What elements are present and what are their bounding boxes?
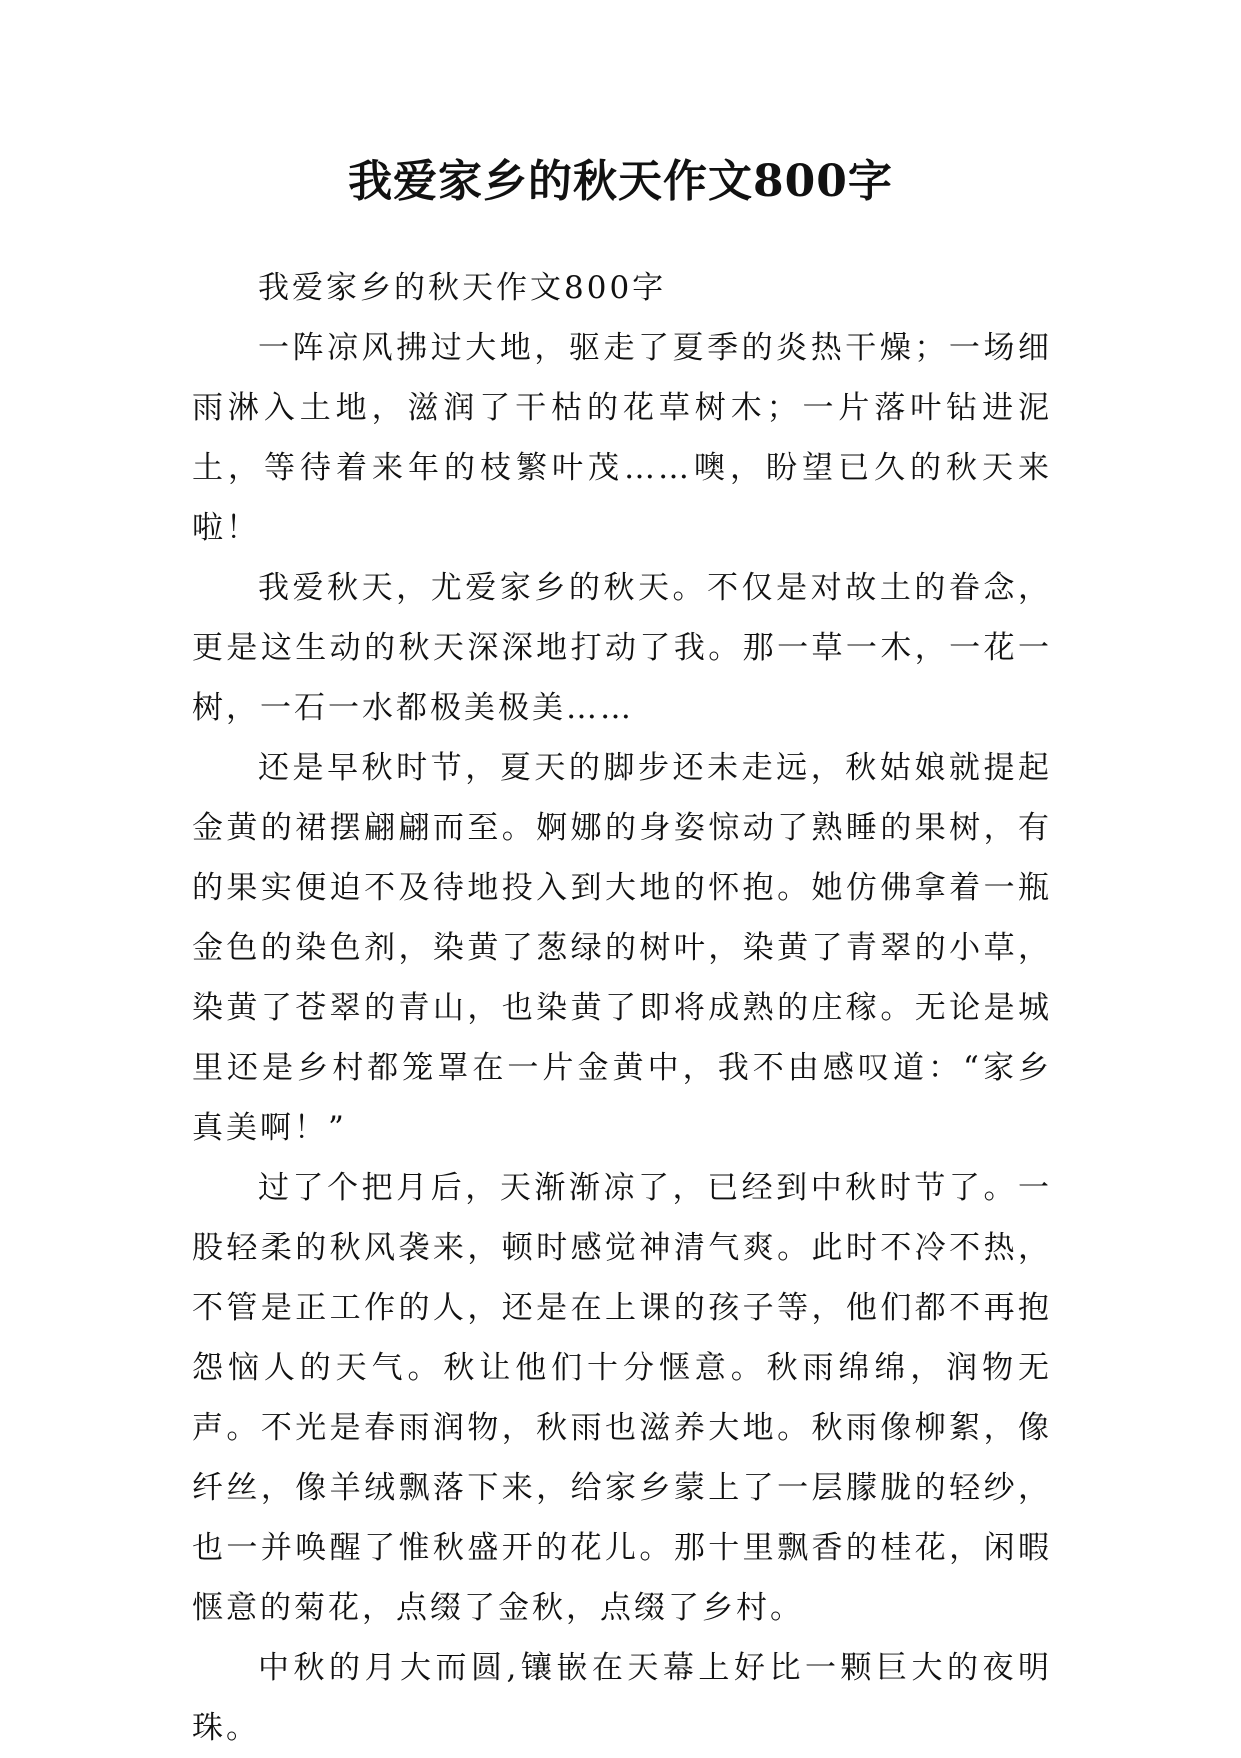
paragraph: 我爱秋天，尤爱家乡的秋天。不仅是对故土的眷念，更是这生动的秋天深深地打动了我。那一草一木，一花一树，一石一水都极美极美……	[192, 570, 1052, 726]
paragraph: 还是早秋时节，夏天的脚步还未走远，秋姑娘就提起金黄的裙摆翩翩而至。婀娜的身姿惊动了熟睡的果树，有的果实便迫不及待地投入到大地的怀抱。她仿佛拿着一瓶金色的染色剂，染黄了葱绿的树叶，染黄了青翠的小草，染黄了苍翠的青山，也染黄了即将成熟的庄稼。无论是城里还是乡村都笼罩在一片金黄中，我不由感叹道：“家乡真美啊！”	[192, 750, 1052, 1146]
paragraph: 我爱家乡的秋天作文800字	[258, 270, 667, 306]
paragraph: 一阵凉风拂过大地，驱走了夏季的炎热干燥；一场细雨淋入土地，滋润了干枯的花草树木；一片落叶钻进泥土，等待着来年的枝繁叶茂……噢，盼望已久的秋天来啦！	[192, 330, 1052, 546]
paragraph: 中秋的月大而圆,镶嵌在天幕上好比一颗巨大的夜明珠。	[192, 1650, 1052, 1746]
document-title: 我爱家乡的秋天作文800字	[348, 156, 893, 207]
document-body	[192, 258, 1052, 1758]
paragraph: 过了个把月后，天渐渐凉了，已经到中秋时节了。一股轻柔的秋风袭来，顿时感觉神清气爽。此时不冷不热，不管是正工作的人，还是在上课的孩子等，他们都不再抱怨恼人的天气。秋让他们十分惬意。秋雨绵绵，润物无声。不光是春雨润物，秋雨也滋养大地。秋雨像柳絮，像纤丝，像羊绒飘落下来，给家乡蒙上了一层朦胧的轻纱，也一并唤醒了惟秋盛开的花儿。那十里飘香的桂花，闲暇惬意的菊花，点缀了金秋，点缀了乡村。	[192, 1170, 1052, 1626]
